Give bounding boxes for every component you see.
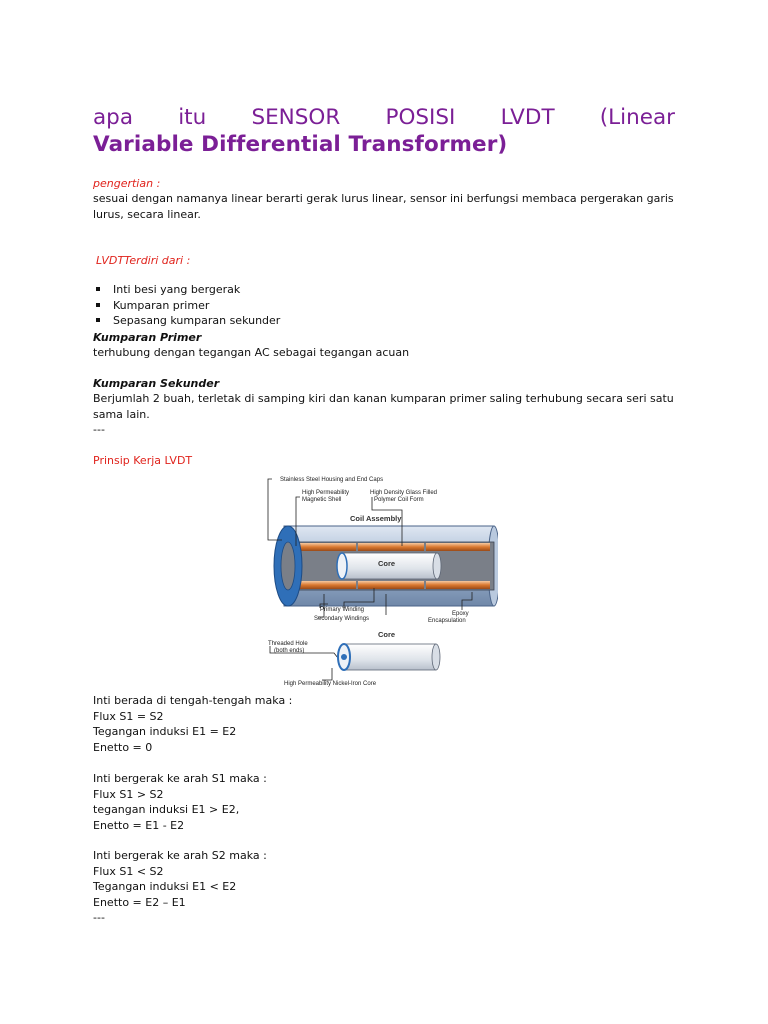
pengertian-heading: pengertian : (93, 177, 161, 190)
label-nickel: High Permeability Nickel-Iron Core (284, 681, 377, 687)
label-epoxy-1: Epoxy (452, 611, 469, 617)
list-item: Sepasang kumparan sekunder (93, 313, 280, 329)
lvdt-parts-list (93, 282, 280, 329)
kumparan-sekunder-heading: Kumparan Sekunder (93, 377, 220, 390)
case-line: Inti bergerak ke arah S2 maka : (93, 849, 267, 862)
label-primary: Primary Winding (320, 607, 365, 613)
label-shell-2: Magnetic Shell (302, 497, 342, 503)
secondary-winding-top-right (426, 543, 490, 551)
label-secondary: Secondary Windings (314, 616, 370, 622)
label-housing: Stainless Steel Housing and End Caps (280, 477, 384, 483)
kumparan-primer-heading: Kumparan Primer (93, 331, 202, 344)
label-coil-assembly: Coil Assembly (350, 514, 402, 523)
case-line: Inti berada di tengah-tengah maka : (93, 694, 293, 707)
case-line: Flux S1 < S2 (93, 864, 164, 878)
case-line: Tegangan induksi E1 = E2 (93, 725, 237, 738)
title-line-1: apa itu SENSOR POSISI LVDT (Linear (93, 105, 675, 130)
label-core-2: Core (378, 630, 396, 639)
pengertian-text: sesuai dengan namanya linear berarti gerak lurus linear, sensor ini berfungsi membaca pergerakan garis lurus, secara linear. (93, 192, 674, 221)
lvdt-diagram (262, 470, 498, 690)
case-line: tegangan induksi E1 > E2, (93, 803, 240, 816)
label-shell-1: High Permeability (302, 490, 350, 496)
case-line: Enetto = E1 - E2 (93, 818, 185, 832)
case-line: Flux S1 = S2 (93, 709, 164, 723)
label-epoxy-2: Encapsulation (428, 618, 466, 624)
list-item: Kumparan primer (93, 298, 280, 314)
label-coil-form-1: High Density Glass Filled (370, 490, 438, 496)
separator: --- (93, 423, 105, 436)
case-line: Enetto = E2 – E1 (93, 895, 186, 909)
kumparan-sekunder-text: Berjumlah 2 buah, terletak di samping kiri dan kanan kumparan primer saling terhubung secara seri satu sama lain. (93, 392, 674, 421)
case-s2 (93, 848, 267, 926)
lvdt-diagram-svg (262, 470, 498, 690)
case-line: Enetto = 0 (93, 740, 153, 754)
label-threaded-1: Threaded Hole (268, 641, 308, 647)
case-center (93, 693, 292, 755)
case-s1 (93, 771, 267, 833)
label-threaded-2: (both ends) (274, 648, 305, 654)
label-coil-form-2: Polymer Coil Form (374, 497, 424, 503)
title-line-2: Variable Differential Transformer) (93, 132, 508, 157)
label-core: Core (378, 559, 396, 568)
case-line: Flux S1 > S2 (93, 787, 164, 801)
primary-winding-top (358, 543, 424, 551)
case-line: --- (93, 911, 105, 924)
prinsip-heading: Prinsip Kerja LVDT (93, 454, 193, 467)
case-line: Tegangan induksi E1 < E2 (93, 880, 237, 893)
secondary-winding-top-left (296, 543, 356, 551)
case-line: Inti bergerak ke arah S1 maka : (93, 772, 267, 785)
kumparan-primer-text: terhubung dengan tegangan AC sebagai tegangan acuan (93, 346, 410, 359)
page-title (93, 104, 675, 158)
nickel-iron-core (344, 644, 436, 670)
list-item: Inti besi yang bergerak (93, 282, 280, 298)
lvdt-parts-heading: LVDTTerdiri dari : (96, 254, 191, 267)
